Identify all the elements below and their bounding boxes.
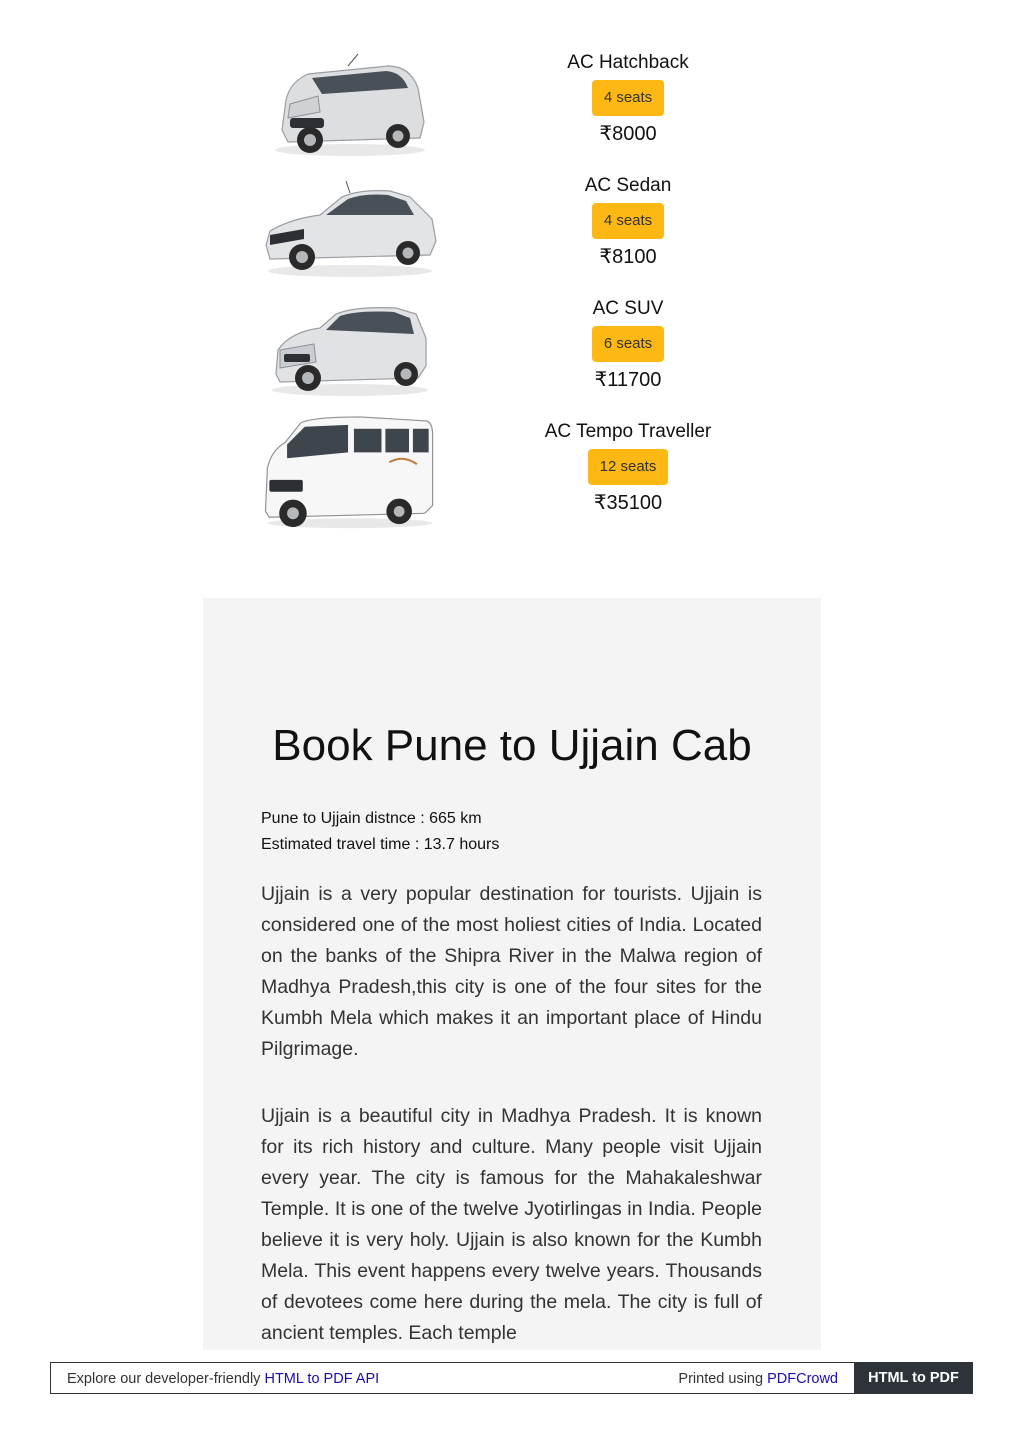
description-paragraph-1: Ujjain is a very popular destination for tourists. Ujjain is considered one of the most holiest cities of India. Located on the banks of the Shipra River in the Malwa region of Madhya Pradesh,this city is one of the four sites for the Kumbh Mela which makes it an important place of Hindu Pilgrimage.: [261, 883, 762, 1060]
route-facts: [261, 806, 761, 858]
time-value: 13.7 hours: [423, 836, 500, 853]
page-title: Book Pune to Ujjain Cab: [272, 721, 752, 770]
hatchback-car-image: [260, 52, 440, 162]
car-price: ₹35100: [593, 492, 663, 514]
car-info: [528, 298, 728, 392]
seats-badge: 12 seats: [588, 449, 669, 485]
suv-car-image: [260, 298, 440, 408]
car-price: ₹11700: [594, 369, 662, 391]
car-name: AC SUV: [592, 298, 664, 319]
route-info-section: [203, 598, 821, 1350]
seats-badge: 4 seats: [592, 203, 664, 239]
car-name: AC Hatchback: [567, 52, 689, 73]
distance-label: Pune to Ujjain distnce: [261, 810, 416, 827]
separator: :: [414, 836, 424, 853]
car-info: [528, 175, 728, 269]
car-option-suv[interactable]: [0, 298, 1024, 421]
footer-left-text: Explore our developer-friendly: [67, 1371, 261, 1387]
car-name: AC Tempo Traveller: [544, 421, 712, 442]
car-option-tempo-traveller[interactable]: [0, 421, 1024, 544]
html-to-pdf-button[interactable]: HTML to PDF: [854, 1362, 973, 1394]
pdfcrowd-link[interactable]: PDFCrowd: [767, 1371, 838, 1387]
footer-mid-text: Printed using: [678, 1371, 764, 1387]
seats-badge: 6 seats: [592, 326, 664, 362]
seats-badge: 4 seats: [592, 80, 664, 116]
car-info: [528, 52, 728, 146]
car-name: AC Sedan: [584, 175, 672, 196]
footer-left: [67, 1363, 379, 1395]
car-price: ₹8000: [599, 123, 657, 145]
distance-row: [261, 806, 761, 832]
html-to-pdf-api-link[interactable]: HTML to PDF API: [264, 1371, 380, 1387]
car-option-hatchback[interactable]: [0, 52, 1024, 175]
pdfcrowd-footer: [50, 1362, 973, 1394]
car-option-sedan[interactable]: [0, 175, 1024, 298]
sedan-car-image: [260, 175, 440, 285]
time-row: [261, 832, 761, 858]
tempo-traveller-image: [260, 415, 440, 533]
separator: :: [420, 810, 430, 827]
footer-mid: [678, 1363, 838, 1395]
description-paragraph-2: Ujjain is a beautiful city in Madhya Pradesh. It is known for its rich history and culture. Many people visit Ujjain every year. The city is famous for the Mahakaleshwar Temple. It is one of the twelve Jyotirlingas in India. People believe it is very holy. Ujjain is also known for the Kumbh Mela. This event happens every twelve years. Thousands of devotees come here during the mela. The city is full of ancient temples. Each temple: [261, 1105, 762, 1344]
time-label: Estimated travel time: [261, 836, 411, 853]
car-price: ₹8100: [599, 246, 657, 268]
car-info: [528, 421, 728, 515]
distance-value: 665 km: [429, 810, 482, 827]
